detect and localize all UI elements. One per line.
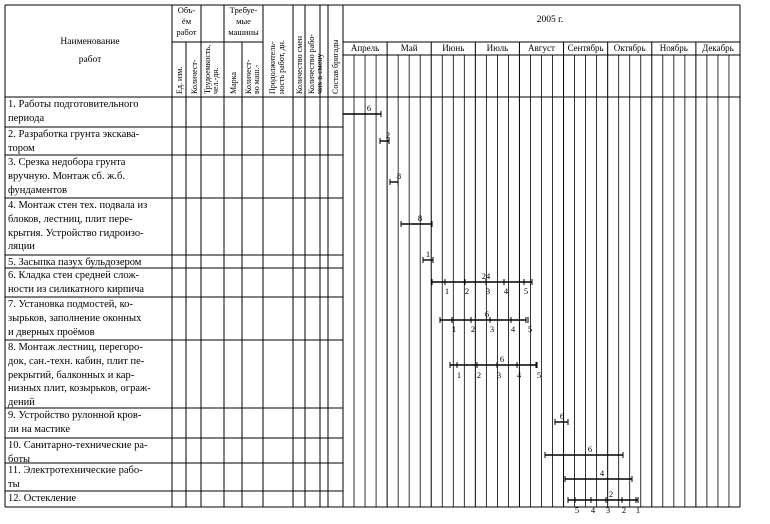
task-duration: 6 (366, 103, 372, 113)
grip-number: 3 (605, 505, 611, 515)
task-duration: 24 (481, 271, 491, 281)
task-name: крытия. Устройство гидроизо- (8, 227, 144, 239)
task-duration: 6 (587, 444, 593, 454)
month-label-6: Октябрь (613, 43, 646, 53)
task-name: 5. Засыпка пазух бульдозером (8, 257, 142, 268)
task-name: 6. Кладка стен средней слож- (8, 270, 140, 281)
machine-brand-header: Марка (229, 72, 238, 94)
grip-number: 4 (503, 286, 509, 296)
grip-number: 2 (621, 505, 627, 515)
task-duration: 2 (608, 489, 614, 499)
unit-header: Ед. изм. (175, 66, 184, 94)
task-duration: 8 (417, 213, 423, 223)
task-duration: 6 (499, 354, 505, 364)
month-label-0: Апрель (350, 43, 380, 53)
workers-header: чих в смену (315, 53, 324, 94)
crew-header: Состав бригады (331, 39, 340, 94)
volume-group-header: ём (181, 16, 192, 26)
task-name: 9. Устройство рулонной кров- (8, 410, 142, 421)
grip-number: 5 (574, 505, 580, 515)
task-name: 7. Установка подмостей, ко- (8, 299, 133, 310)
machines-group-header: машины (228, 27, 259, 37)
task-duration: 6 (484, 309, 490, 319)
name-column-header: Наименование (60, 37, 120, 47)
volume-group-header: работ (176, 27, 197, 37)
labor-header: Трудоемкость, (203, 44, 212, 94)
task-name: блоков, лестниц, плит пере- (8, 213, 133, 225)
month-label-5: Сентябрь (567, 43, 604, 53)
task-name: тором (8, 142, 35, 154)
grip-number: 5 (523, 286, 529, 296)
task-name: док, сан.-техн. кабин, плит пе- (8, 355, 145, 367)
task-duration: 8 (396, 171, 402, 181)
grip-number: 5 (536, 370, 542, 380)
shifts-header: Количество смен (295, 35, 304, 94)
task-name: ляции (8, 241, 35, 253)
labor-header: чел.-дн. (211, 67, 220, 94)
grip-number: 1 (635, 505, 641, 515)
grip-number: 4 (516, 370, 522, 380)
task-name: боты (8, 453, 31, 465)
task-name: 4. Монтаж стен тех. подвала из (8, 200, 148, 211)
task-name: и дверных проёмов (8, 326, 95, 338)
grip-number: 4 (510, 324, 516, 334)
task-duration: 1 (425, 249, 431, 259)
task-name: ности из силикатного кирпича (8, 283, 145, 295)
grip-number: 5 (527, 324, 533, 334)
task-name: 8. Монтаж лестниц, перегоро- (8, 342, 143, 353)
task-name: дений (8, 397, 35, 409)
task-name: периода (8, 112, 45, 124)
grip-number: 4 (590, 505, 596, 515)
volume-group-header: Объ- (177, 5, 196, 15)
month-label-7: Ноябрь (659, 43, 688, 53)
task-name: 3. Срезка недобора грунта (8, 157, 126, 168)
task-name: 2. Разработка грунта экскава- (8, 129, 140, 140)
machines-group-header: мые (236, 16, 251, 26)
task-duration: 2 (385, 130, 391, 140)
grip-number: 3 (485, 286, 491, 296)
grip-number: 1 (444, 286, 450, 296)
year-label: 2005 г. (536, 15, 564, 25)
grip-number: 1 (451, 324, 457, 334)
quantity-header: Количест- (190, 59, 199, 94)
name-column-header: работ (78, 55, 102, 65)
month-label-8: Декабрь (702, 43, 734, 53)
task-name: низных плит, козырьков, ограж- (8, 383, 151, 395)
task-duration: 4 (599, 468, 605, 478)
month-label-2: Июнь (442, 43, 465, 53)
machine-qty-header: Количест- (244, 59, 253, 94)
grip-number: 2 (464, 286, 470, 296)
month-label-3: Июль (486, 43, 509, 53)
task-name: фундаментов (8, 184, 67, 196)
workers-header: Количество рабо- (307, 34, 316, 94)
task-name: 11. Электротехнические рабо- (8, 465, 143, 476)
task-name: ты (8, 478, 20, 490)
month-label-1: Май (400, 43, 418, 53)
grip-number: 2 (476, 370, 482, 380)
grip-number: 2 (470, 324, 476, 334)
task-name: 10. Санитарно-технические ра- (8, 440, 148, 451)
task-name: ли на мастике (8, 423, 70, 435)
task-name: рекрытий, балконных и кар- (8, 369, 135, 381)
task-name: 1. Работы подготовительного (8, 99, 139, 110)
task-name: зырьков, заполнение оконных (8, 312, 142, 324)
task-duration: 6 (559, 411, 565, 421)
machine-qty-header: во маш.- (252, 64, 261, 94)
duration-header: ность работ, дн. (277, 40, 286, 94)
machines-group-header: Требуе- (229, 5, 258, 15)
grip-number: 1 (456, 370, 462, 380)
task-name: 12. Остекление (8, 493, 77, 504)
grip-number: 3 (496, 370, 502, 380)
duration-header: Продолжитель- (268, 41, 277, 94)
task-name: вручную. Монтаж сб. ж.б. (8, 170, 125, 182)
month-label-4: Август (528, 43, 555, 53)
grip-number: 3 (489, 324, 495, 334)
